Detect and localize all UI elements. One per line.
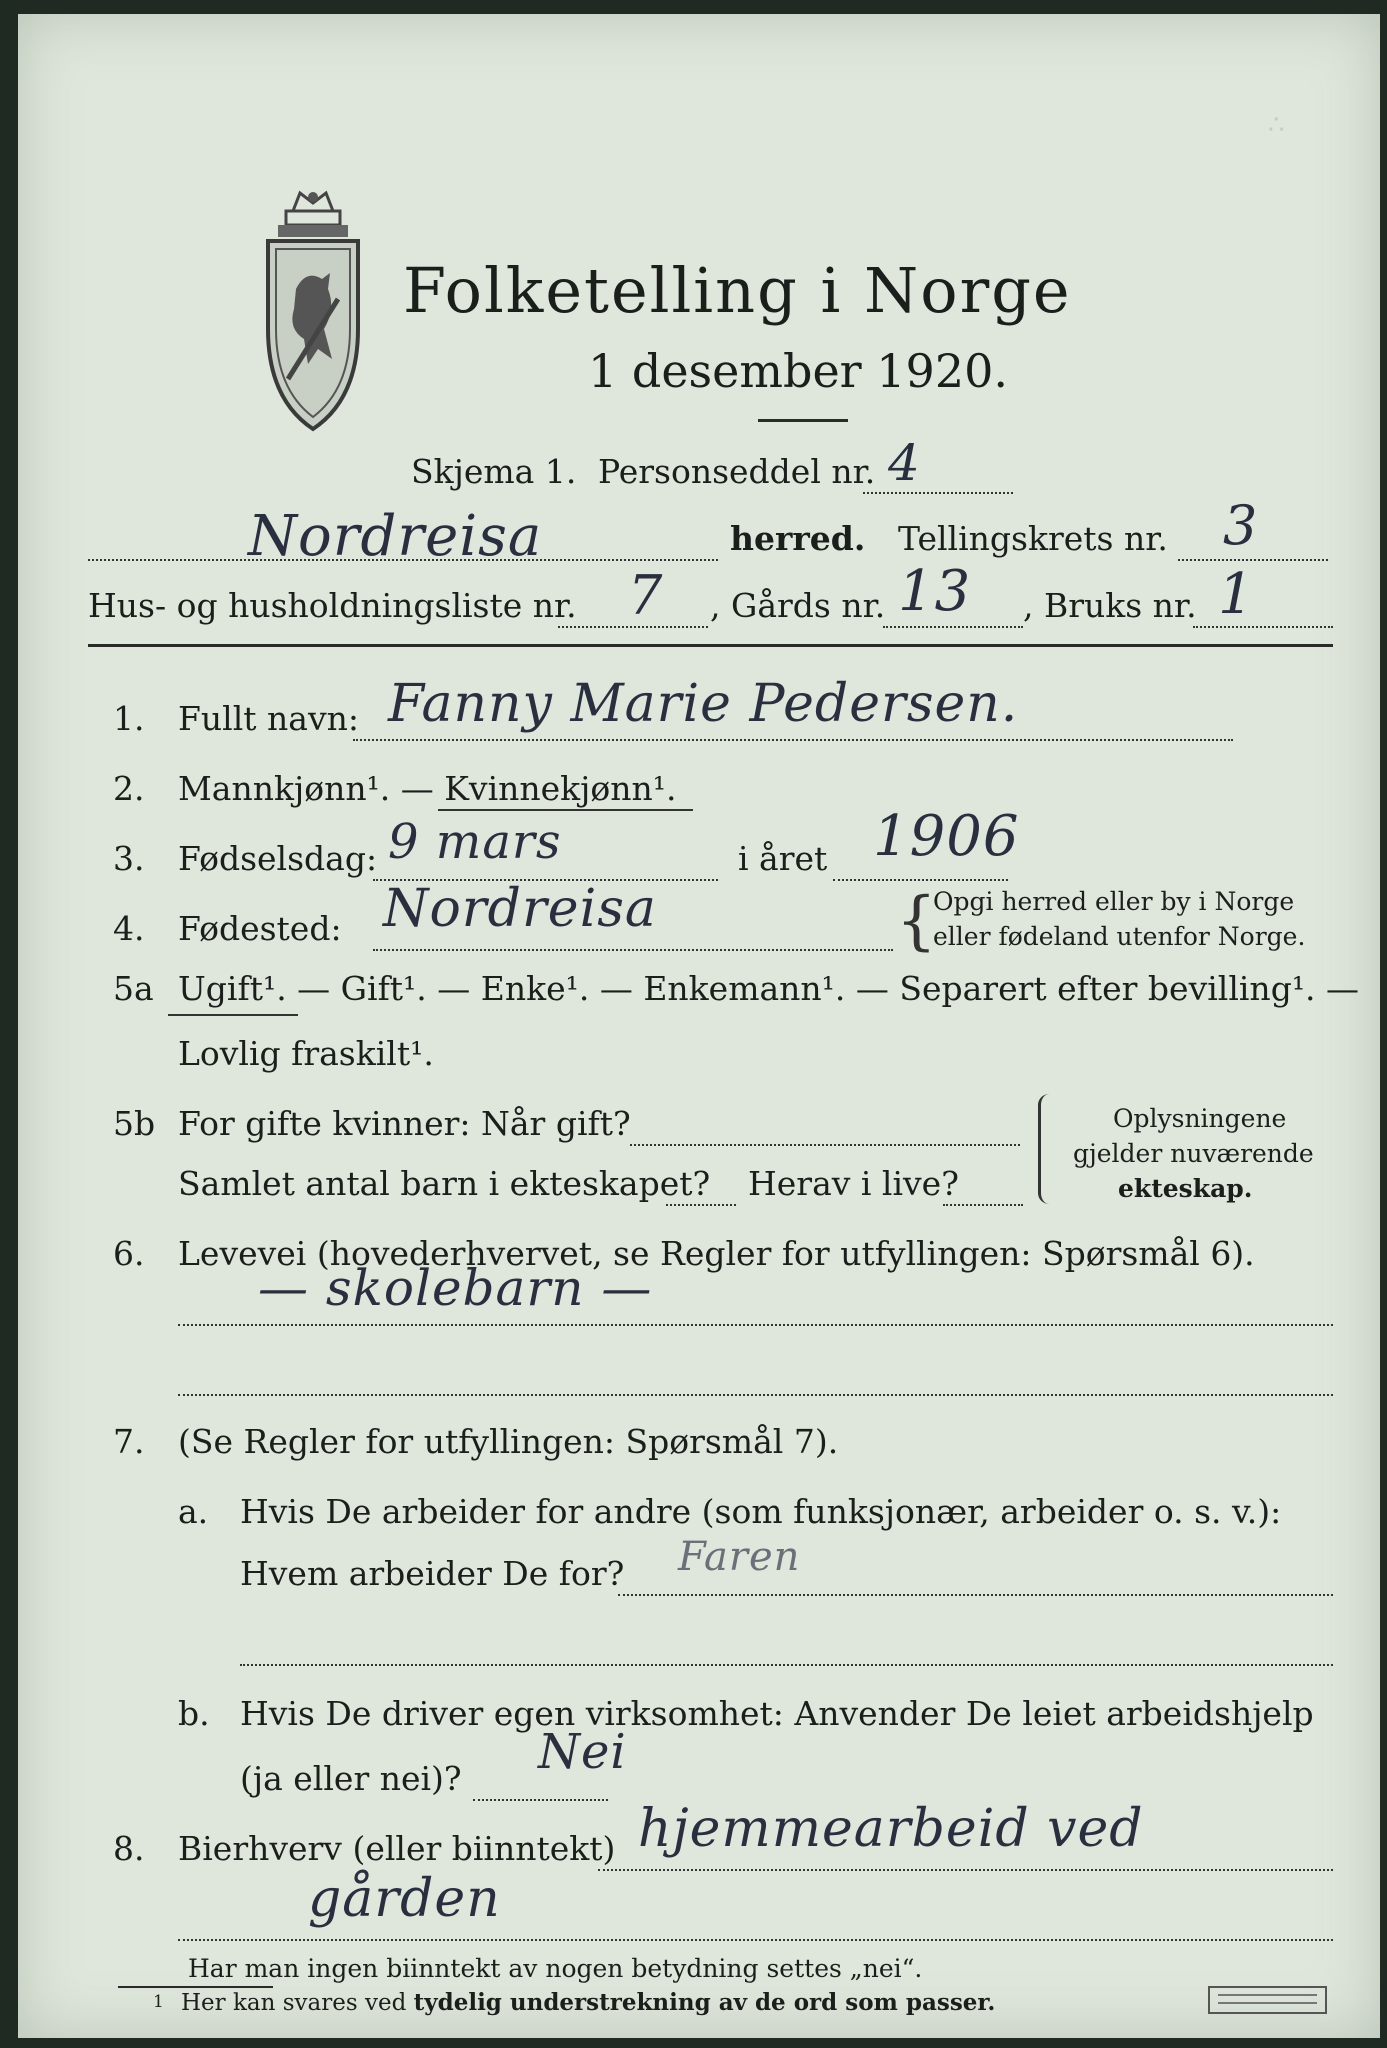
q4-note-1: Opgi herred eller by i Norge [933,887,1295,916]
q3-year-label: i året [738,839,828,878]
personseddel-value[interactable]: 4 [888,434,921,492]
q4-line [373,949,893,951]
q3-value[interactable]: 9 mars [388,814,562,870]
q7a-number: a. [178,1492,209,1531]
gards-line [883,626,1023,628]
q6-label: Levevei (hovederhvervet, se Regler for utfyllingen: Spørsmål 6). [178,1234,1255,1273]
q7a-label: Hvis De arbeider for andre (som funksjonær, arbeider o. s. v.): [240,1492,1282,1531]
census-date: 1 desember 1920. [588,344,1008,398]
herred-value[interactable]: Nordreisa [248,504,543,569]
q2-underline-kvinnekjonn [438,809,693,811]
bruks-line [1193,626,1333,628]
census-form-sheet [18,14,1380,2038]
hus-value[interactable]: 7 [628,564,664,627]
q6-line-1 [178,1324,1333,1326]
q5b-note-2: gjelder nuværende [1073,1139,1314,1168]
q2-number: 2. [113,769,145,808]
skjema-label: Skjema 1. [411,452,577,491]
norwegian-coat-of-arms-icon [248,189,378,439]
footnote-rule [118,1986,273,1988]
footnote-number: 1 [153,1992,164,2012]
q4-label: Fødested: [178,909,342,948]
herred-label: herred. [730,519,866,558]
q7a-label-2: Hvem arbeider De for? [240,1554,625,1593]
q1-line [353,739,1233,741]
q5a-underline-ugift [168,1014,298,1016]
q4-brace: { [896,884,937,958]
q5b-note-3: ekteskap. [1118,1174,1253,1203]
q8-line-2 [178,1939,1333,1941]
q5b-number: 5b [113,1104,156,1143]
q5a-label-2: Lovlig fraskilt¹. [178,1034,434,1073]
q1-value[interactable]: Fanny Marie Pedersen. [388,674,1019,734]
q7-number: 7. [113,1422,145,1461]
q5b-bracket [1038,1094,1049,1204]
footnote-text-a: Her kan svares ved [181,1990,414,2016]
q3-label: Fødselsdag: [178,839,378,878]
q7a-value[interactable]: Faren [678,1534,801,1580]
q3-year-value[interactable]: 1906 [873,804,1020,869]
q7b-number: b. [178,1694,210,1733]
personseddel-label: Personseddel nr. [598,452,876,491]
title-divider [758,419,848,422]
gards-value[interactable]: 13 [898,559,972,624]
q4-note-2: eller fødeland utenfor Norge. [933,922,1306,951]
q8-value[interactable]: hjemmearbeid ved [638,1799,1144,1859]
q7b-value[interactable]: Nei [538,1724,627,1780]
header-rule [88,644,1333,647]
q5a-number: 5a [113,969,154,1008]
q5b-children-line [666,1204,736,1206]
q6-value[interactable]: — skolebarn — [258,1259,653,1317]
q5b-label-2: Samlet antal barn i ekteskapet? [178,1164,711,1203]
q8-line-1 [598,1869,1333,1871]
q5b-married-line [630,1144,1020,1146]
q6-line-2 [178,1394,1333,1396]
personseddel-line [863,492,1013,494]
q2-label: Mannkjønn¹. — Kvinnekjønn¹. [178,769,677,808]
q1-number: 1. [113,699,145,738]
bruks-label: , Bruks nr. [1023,586,1197,625]
q7a-line-2 [240,1664,1333,1666]
q4-number: 4. [113,909,145,948]
q7-label: (Se Regler for utfyllingen: Spørsmål 7). [178,1422,839,1461]
bleed-through-text: ∴ [1268,110,1285,140]
q8-label: Bierhverv (eller biinntekt) [178,1829,616,1868]
q8-value-2[interactable]: gården [308,1869,501,1929]
q7b-label: Hvis De driver egen virksomhet: Anvender De leiet arbeidshjelp [240,1694,1314,1733]
q8-note: Har man ingen biinntekt av nogen betydning settes „nei“. [188,1954,923,1983]
form-title: Folketelling i Norge [403,254,1072,327]
q5b-alive-line [943,1204,1023,1206]
q3-year-line [833,879,1008,881]
q7a-line-1 [618,1594,1333,1596]
q1-label: Fullt navn: [178,699,359,738]
q5b-label: For gifte kvinner: Når gift? [178,1104,631,1143]
footnote-text [181,1989,995,2016]
tellingskrets-line [1178,559,1328,561]
q3-number: 3. [113,839,145,878]
q5b-note-1: Oplysningene [1113,1104,1287,1133]
hus-label: Hus- og husholdningsliste nr. [88,586,577,625]
printer-stamp-icon [1208,1986,1327,2014]
q5a-label: Ugift¹. — Gift¹. — Enke¹. — Enkemann¹. — Separert efter bevilling¹. — [178,969,1360,1008]
q7b-label-2: (ja eller nei)? [240,1759,462,1798]
tellingskrets-label: Tellingskrets nr. [898,519,1168,558]
q6-number: 6. [113,1234,145,1273]
tellingskrets-value[interactable]: 3 [1223,494,1259,557]
q5b-label-3: Herav i live? [748,1164,959,1203]
gards-label: , Gårds nr. [710,586,886,625]
bruks-value[interactable]: 1 [1218,562,1255,627]
q7b-line [473,1799,608,1801]
footnote-text-b: tydelig understrekning av de ord som passer. [413,1989,996,2016]
q8-number: 8. [113,1829,145,1868]
q4-value[interactable]: Nordreisa [383,879,657,939]
